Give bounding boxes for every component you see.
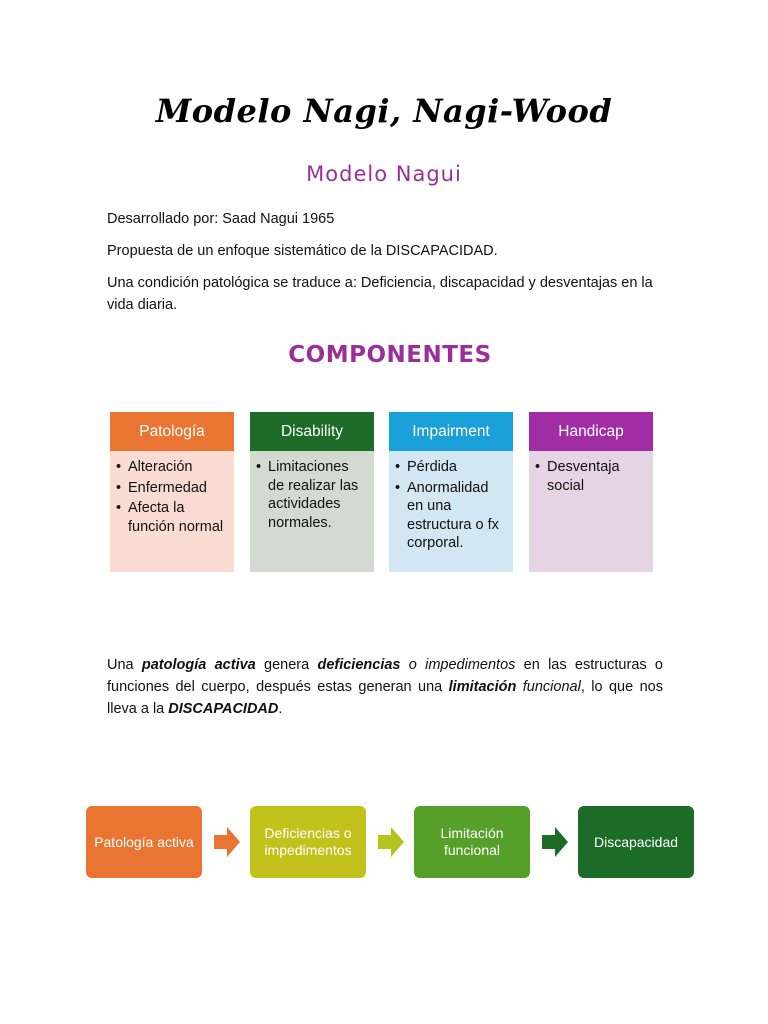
page-title: Modelo Nagi, Nagi-Wood — [155, 92, 613, 130]
card-list — [116, 458, 228, 536]
card-header: Impairment — [389, 412, 513, 451]
card-body — [250, 451, 374, 572]
emphasis-text: deficiencias — [317, 657, 401, 673]
list-item: • Afecta la función normal — [116, 499, 228, 536]
text-run: , lo que nos lleva a la — [107, 679, 663, 717]
list-item: • Desventaja social — [535, 458, 647, 495]
flow-step-patologia-activa: Patología activa — [86, 806, 202, 878]
card-body — [110, 451, 234, 572]
card-list — [535, 458, 647, 495]
flow-step-discapacidad: Discapacidad — [578, 806, 694, 878]
card-body — [389, 451, 513, 572]
arrow-shape — [378, 827, 404, 857]
text-run: genera — [255, 657, 318, 673]
list-item: • Anormalidad en una estructura o fx corporal. — [395, 479, 507, 553]
list-item: • Enfermedad — [116, 479, 228, 498]
card-header: Disability — [250, 412, 374, 451]
emphasis-text: patología activa — [141, 657, 256, 673]
component-card-handicap — [529, 412, 653, 572]
right-arrow-icon — [214, 827, 240, 857]
emphasis-text: limitación — [448, 679, 517, 695]
italic-text: funcional — [516, 679, 581, 695]
component-card-patologia — [110, 412, 234, 572]
arrow-shape — [542, 827, 568, 857]
components-heading: COMPONENTES — [288, 342, 492, 368]
author-line: Desarrollado por: Saad Nagui 1965 — [107, 211, 335, 227]
card-body — [529, 451, 653, 572]
list-item: • Limitaciones de realizar las actividades normales. — [256, 458, 368, 532]
component-card-impairment — [389, 412, 513, 572]
list-item: • Pérdida — [395, 458, 507, 477]
italic-text: o impedimentos — [400, 657, 516, 673]
component-card-disability — [250, 412, 374, 572]
text-run: en las estructuras o funciones del cuerpo, después estas generan una — [107, 657, 663, 695]
flow-step-limitacion: Limitación funcional — [414, 806, 530, 878]
page-subtitle: Modelo Nagui — [306, 162, 462, 186]
right-arrow-icon — [378, 827, 404, 857]
card-header: Patología — [110, 412, 234, 451]
condition-paragraph: Una condición patológica se traduce a: Deficiencia, discapacidad y desventajas en la vida diaria. — [107, 275, 653, 313]
flow-step-deficiencias: Deficiencias o impedimentos — [250, 806, 366, 878]
card-header: Handicap — [529, 412, 653, 451]
card-list — [256, 458, 368, 532]
text-run: Una — [107, 657, 142, 673]
explanation-paragraph — [107, 654, 663, 720]
arrow-shape — [214, 827, 240, 857]
list-item: • Alteración — [116, 458, 228, 477]
card-list — [395, 458, 507, 553]
emphasis-text: DISCAPACIDAD — [168, 701, 279, 717]
right-arrow-icon — [542, 827, 568, 857]
proposal-line: Propuesta de un enfoque sistemático de la DISCAPACIDAD. — [107, 243, 498, 259]
text-run: . — [278, 701, 283, 717]
